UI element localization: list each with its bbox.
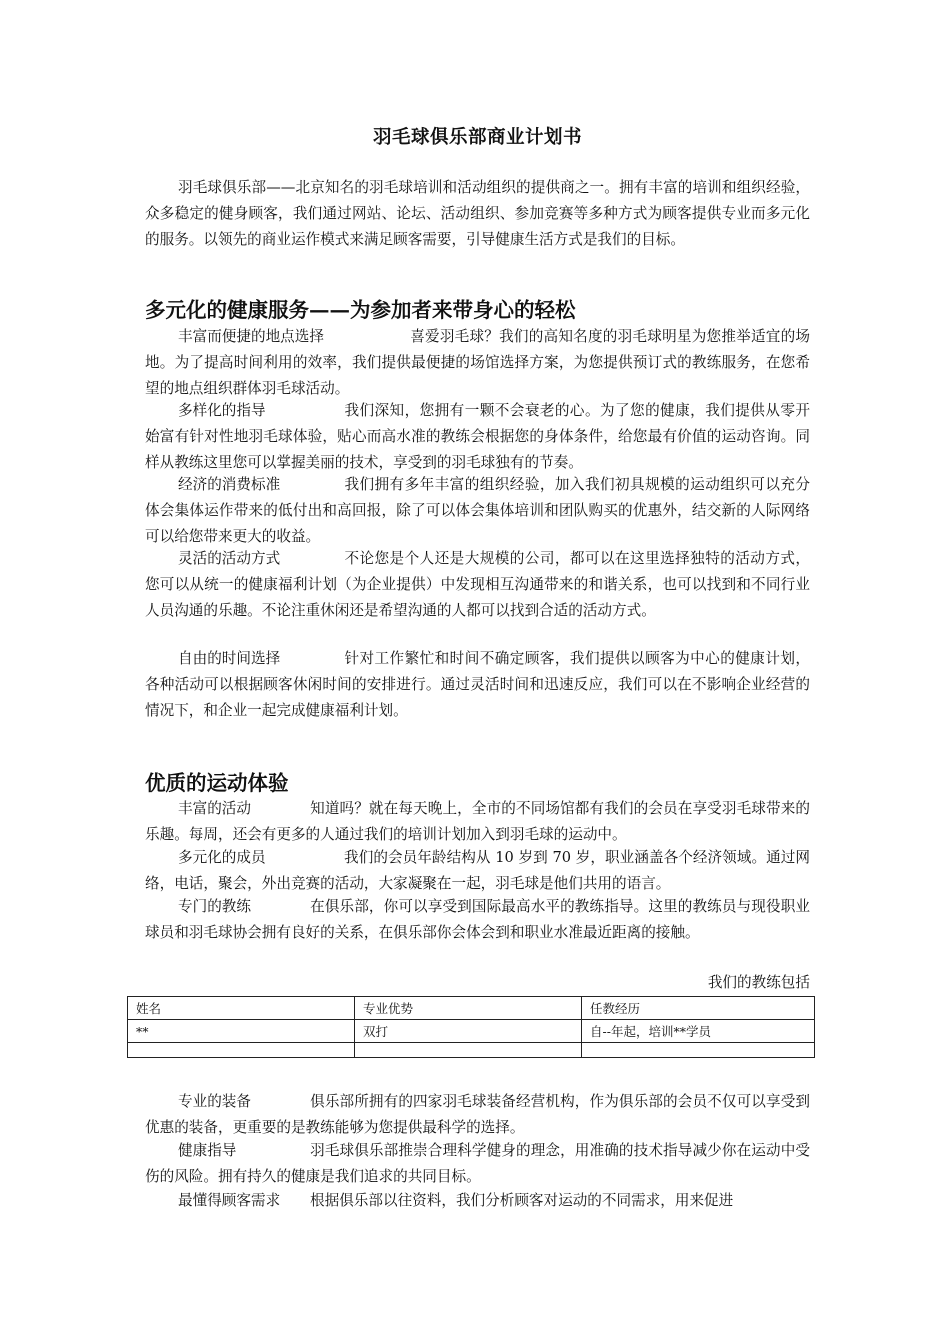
- intro-paragraph: 羽毛球俱乐部——北京知名的羽毛球培训和活动组织的提供商之一。拥有丰富的培训和组织经验，众多稳定的健身顾客，我们通过网站、论坛、活动组织、参加竞赛等多种方式为顾客提供专业而多元化的服务。以领先的商业运作模式来满足顾客需要，引导健康生活方式是我们的目标。: [145, 179, 810, 248]
- section1-item-time: [145, 646, 810, 724]
- coach-caption: 我们的教练包括: [707, 974, 810, 991]
- item-label: 最懂得顾客需求: [178, 1192, 281, 1209]
- table-cell: **: [128, 1020, 355, 1043]
- table-header-cell: 专业优势: [355, 997, 582, 1020]
- section1-heading: 多元化的健康服务——为参加者来带身心的轻松: [145, 298, 576, 322]
- section2-item-needs: [145, 1188, 810, 1214]
- section2-item-equipment: [145, 1089, 810, 1141]
- item-label: 专业的装备: [178, 1093, 251, 1110]
- item-label: 丰富的活动: [178, 800, 251, 817]
- table-cell: [128, 1043, 355, 1058]
- coach-table: [127, 996, 815, 1058]
- item-text: 我们拥有多年丰富的组织经验，加入我们初具规模的运动组织可以充分体会集体运作带来的低付出和高回报，除了可以体会集体培训和团队购买的优惠外，结交新的人际网络可以给您带来更大的收益。: [145, 476, 810, 545]
- item-label: 多样化的指导: [178, 402, 266, 419]
- item-text: 俱乐部所拥有的四家羽毛球装备经营机构，作为俱乐部的会员不仅可以享受到优惠的装备，更重要的是教练能够为您提供最科学的选择。: [145, 1093, 810, 1136]
- item-text: 不论您是个人还是大规模的公司，都可以在这里选择独特的活动方式，您可以从统一的健康福利计划（为企业提供）中发现相互沟通带来的和谐关系，也可以找到和不同行业人员沟通的乐趣。不论注重休闲还是希望沟通的人都可以找到合适的活动方式。: [145, 550, 810, 619]
- section2-item-members: [145, 845, 810, 897]
- item-label: 自由的时间选择: [178, 650, 281, 667]
- item-label: 健康指导: [178, 1142, 237, 1159]
- section2-heading: 优质的运动体验: [145, 771, 289, 795]
- item-text: 针对工作繁忙和时间不确定顾客，我们提供以顾客为中心的健康计划，各种活动可以根据顾客休闲时间的安排进行。通过灵活时间和迅速反应，我们可以在不影响企业经营的情况下，和企业一起完成健康福利计划。: [145, 650, 810, 719]
- section1-item-economy: [145, 472, 810, 550]
- table-row: [128, 1020, 815, 1043]
- section1-item-location: [145, 324, 810, 402]
- table-header-cell: 姓名: [128, 997, 355, 1020]
- item-text: 我们的会员年龄结构从 10 岁到 70 岁，职业涵盖各个经济领域。通过网络，电话，聚会，外出竞赛的活动，大家凝聚在一起，羽毛球是他们共用的语言。: [145, 849, 810, 892]
- item-text: 根据俱乐部以往资料，我们分析顾客对运动的不同需求，用来促进: [310, 1192, 734, 1209]
- table-row: [128, 1043, 815, 1058]
- item-text: 喜爱羽毛球？我们的高知名度的羽毛球明星为您推举适宜的场地。为了提高时间利用的效率，我们提供最便捷的场馆选择方案，为您提供预订式的教练服务，在您希望的地点组织群体羽毛球活动。: [145, 328, 810, 397]
- table-cell: 双打: [355, 1020, 582, 1043]
- item-text: 羽毛球俱乐部推崇合理科学健身的理念，用准确的技术指导减少你在运动中受伤的风险。拥有持久的健康是我们追求的共同目标。: [145, 1142, 810, 1185]
- table-cell: [582, 1043, 815, 1058]
- table-header-row: [128, 997, 815, 1020]
- item-label: 灵活的活动方式: [178, 550, 281, 567]
- item-text: 知道吗？就在每天晚上，全市的不同场馆都有我们的会员在享受羽毛球带来的乐趣。每周，还会有更多的人通过我们的培训计划加入到羽毛球的运动中。: [145, 800, 810, 843]
- table-header-cell: 任教经历: [582, 997, 815, 1020]
- section1-item-guidance: [145, 398, 810, 476]
- section1-item-activity: [145, 546, 810, 624]
- section2-item-coaches: [145, 894, 810, 946]
- page-title: 羽毛球俱乐部商业计划书: [372, 127, 582, 148]
- section2-item-health: [145, 1138, 810, 1190]
- item-label: 丰富而便捷的地点选择: [178, 328, 324, 345]
- item-label: 多元化的成员: [178, 849, 266, 866]
- table-cell: 自--年起，培训**学员: [582, 1020, 815, 1043]
- item-text: 在俱乐部，你可以享受到国际最高水平的教练指导。这里的教练员与现役职业球员和羽毛球协会拥有良好的关系，在俱乐部你会体会到和职业水准最近距离的接触。: [145, 898, 810, 941]
- section2-item-activities: [145, 796, 810, 848]
- item-text: 我们深知，您拥有一颗不会衰老的心。为了您的健康，我们提供从零开始富有针对性地羽毛球体验，贴心而高水准的教练会根据您的身体条件，给您最有价值的运动咨询。同样从教练这里您可以掌握美丽的技术，享受到的羽毛球独有的节奏。: [145, 402, 810, 471]
- table-cell: [355, 1043, 582, 1058]
- item-label: 经济的消费标准: [178, 476, 281, 493]
- item-label: 专门的教练: [178, 898, 251, 915]
